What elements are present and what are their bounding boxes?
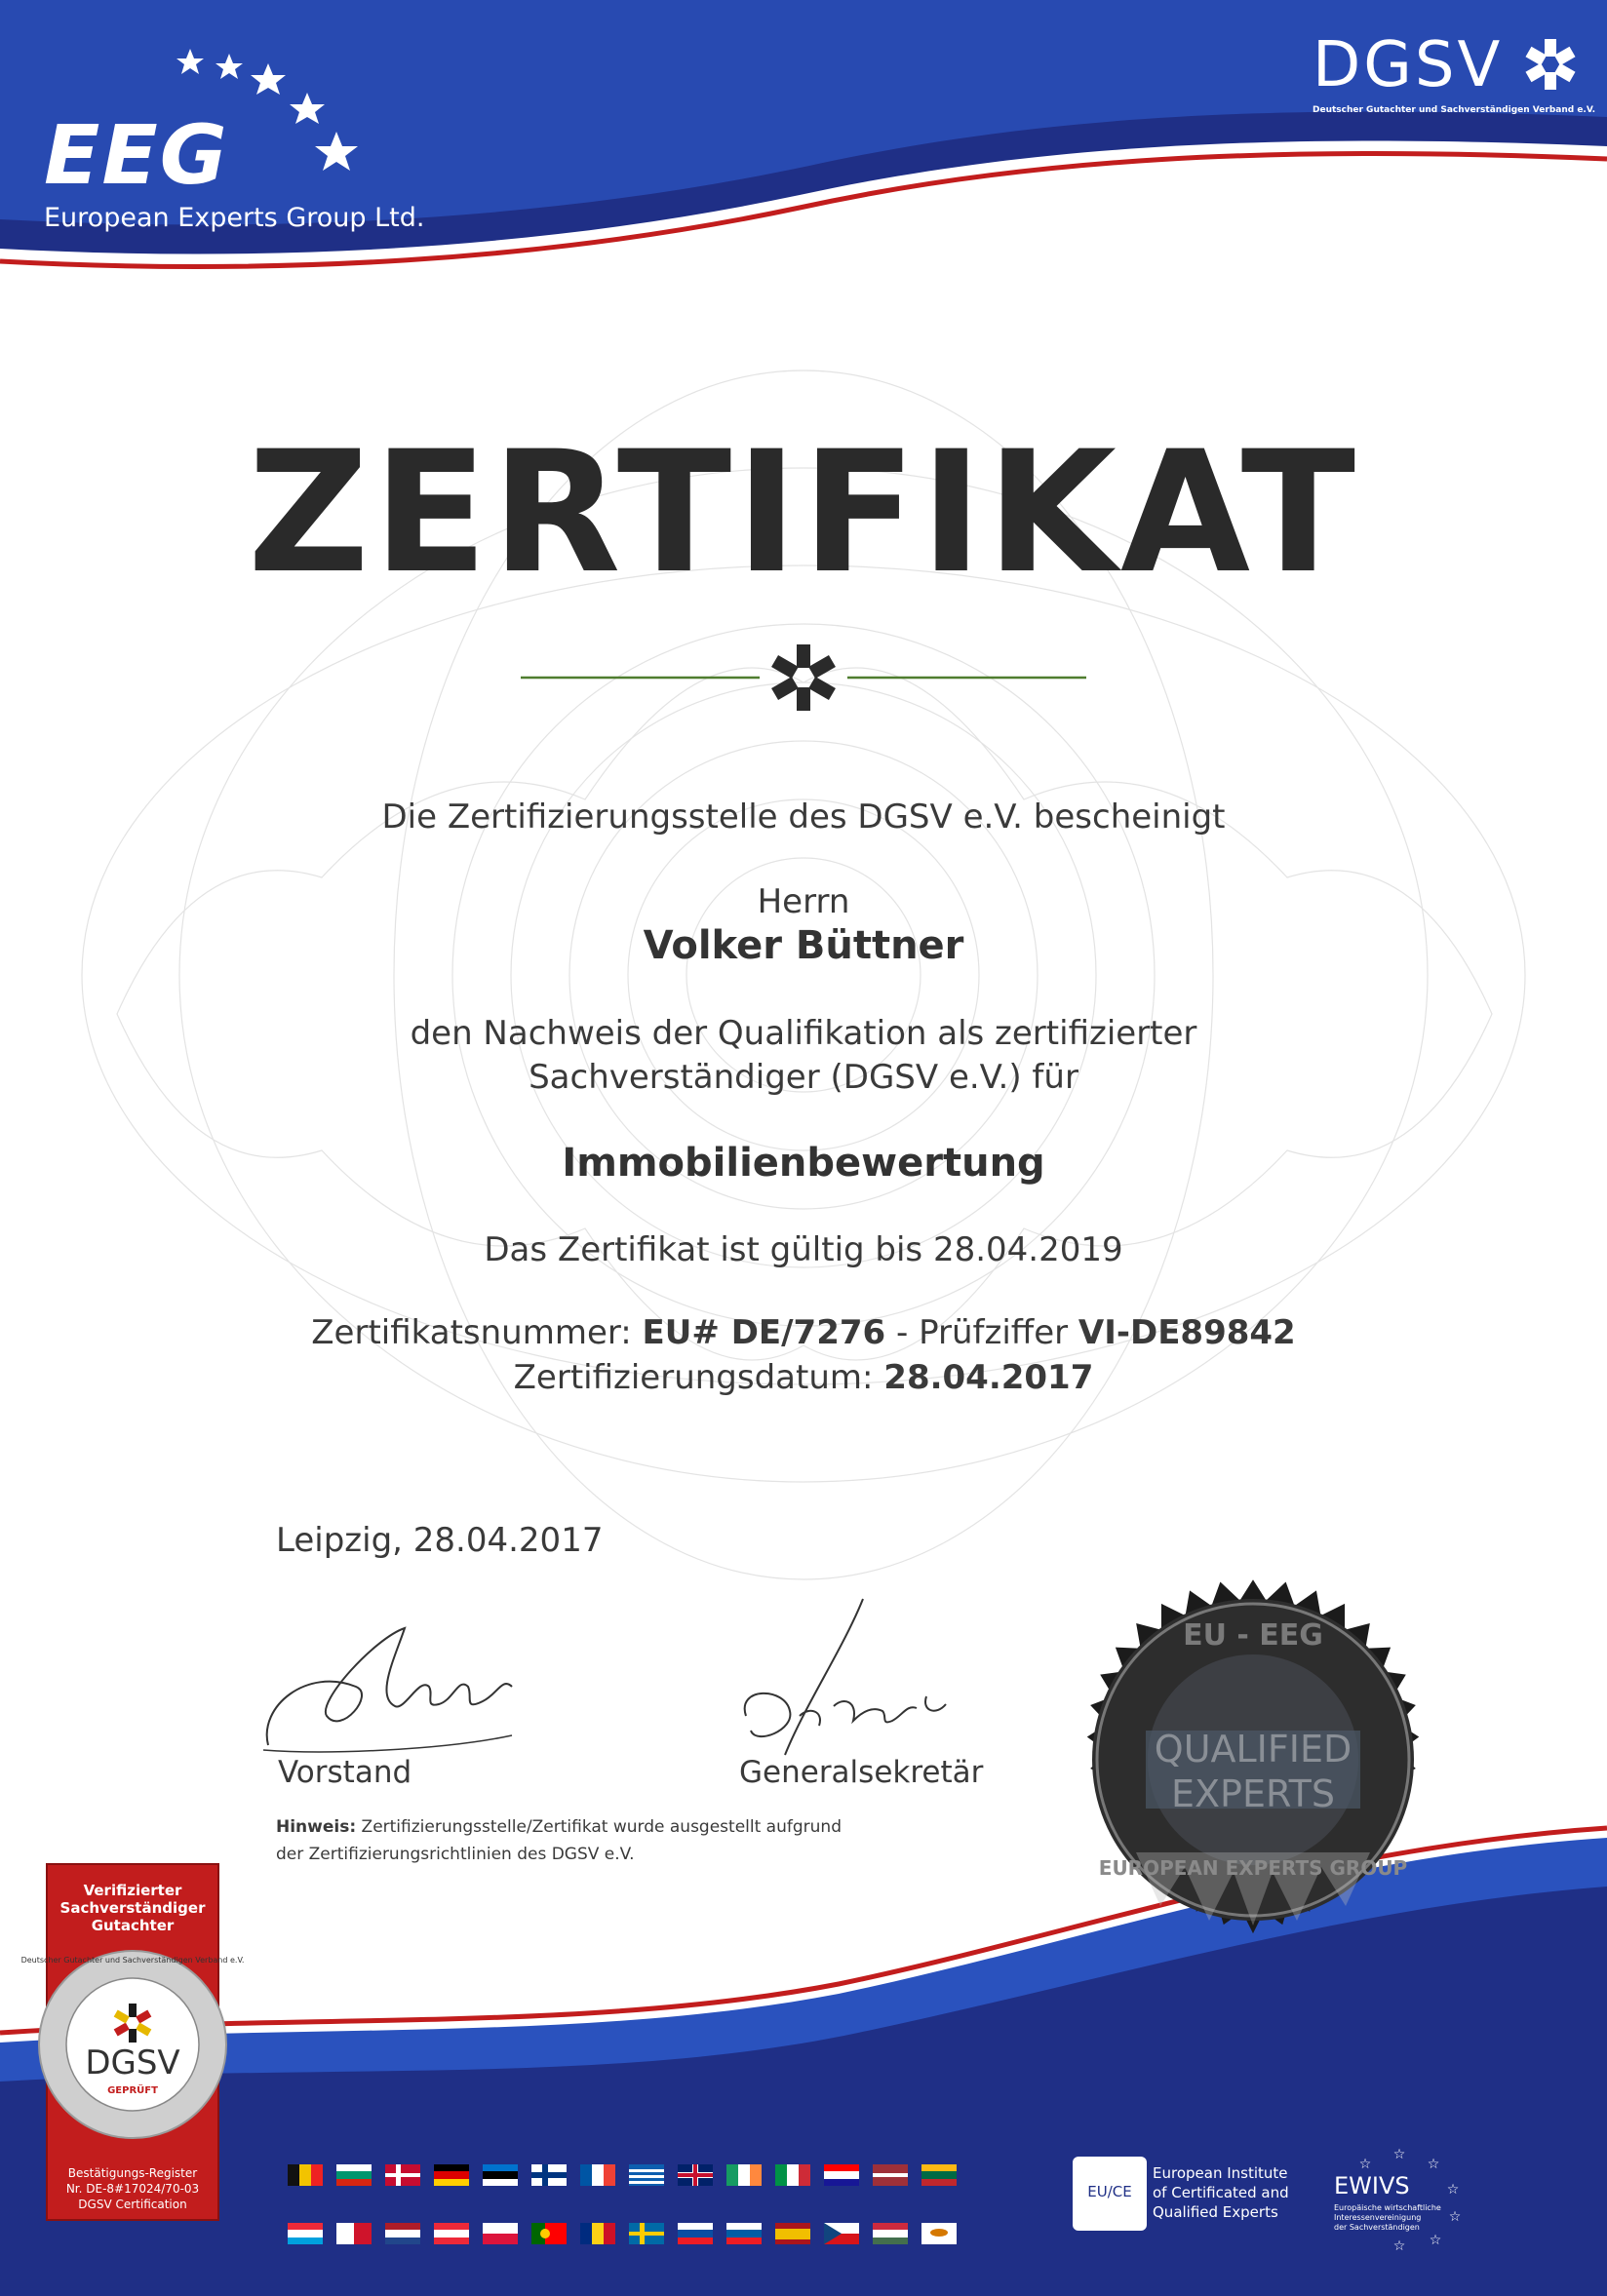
svg-text:☆: ☆ [1358, 2157, 1372, 2172]
eurce-line-1: European Institute [1153, 2164, 1288, 2182]
signature-left-label: Vorstand [278, 1755, 412, 1790]
qualification-line-2: Sachverständiger (DGSV e.V.) für [529, 1058, 1078, 1097]
svg-text:☆: ☆ [1392, 2147, 1406, 2162]
certification-date-line [0, 1358, 1607, 1397]
verification-badge [20, 1864, 245, 2220]
seal-center-line-2: EXPERTS [1171, 1772, 1335, 1815]
dgsv-logo [1307, 29, 1596, 127]
badge-mark: DGSV [85, 2043, 180, 2082]
validity-text: Das Zertifikat ist gültig bis 28.04.2019 [484, 1230, 1123, 1269]
ewivs-logo [1326, 2145, 1472, 2252]
certificate-title: ZERTIFIKAT [247, 414, 1360, 610]
badge-checked: GEPRÜFT [107, 2085, 158, 2096]
badge-register-1: Bestätigungs-Register [67, 2166, 198, 2180]
eurce-line-2: of Certificated and [1153, 2184, 1289, 2201]
eurce-mark-box [1073, 2157, 1147, 2231]
badge-medallion [20, 1947, 245, 2142]
certificate-number-line [0, 1313, 1607, 1352]
seal-center-line-1: QUALIFIED [1154, 1728, 1352, 1771]
note-label: Hinweis: [276, 1817, 357, 1837]
svg-text:☆: ☆ [1429, 2233, 1442, 2248]
recipient-name: Volker Büttner [643, 923, 964, 968]
qualification-field: Immobilienbewertung [562, 1141, 1045, 1186]
ewivs-line-1: Europäische wirtschaftliche [1334, 2203, 1441, 2212]
certification-date: 28.04.2017 [883, 1358, 1094, 1397]
salutation: Herrn [757, 882, 850, 921]
qualification-line-1: den Nachweis der Qualifikation als zertifizierter [410, 1014, 1197, 1053]
svg-text:☆: ☆ [1448, 2209, 1462, 2225]
seal-arc-top: EU - EEG [1183, 1618, 1323, 1653]
eurce-logo [1073, 2157, 1297, 2231]
certificate-number: EU# DE/7276 [642, 1313, 886, 1352]
title-divider [511, 634, 1096, 721]
dgsv-emblem-icon [1521, 35, 1580, 94]
eeg-logo-subtitle: European Experts Group Ltd. [44, 203, 425, 233]
flags-row-2 [288, 2223, 957, 2244]
signature-right-label: Generalsekretär [739, 1755, 984, 1790]
badge-register-3: DGSV Certification [78, 2198, 187, 2211]
note-line-2: der Zertifizierungsrichtlinien des DGSV e.V. [276, 1845, 635, 1864]
eu-flags [288, 2155, 1009, 2272]
ewivs-line-3: der Sachverständigen [1334, 2223, 1420, 2232]
svg-text:☆: ☆ [1446, 2182, 1460, 2198]
signature-left [249, 1618, 541, 1765]
eurce-mark: EU/CE [1087, 2183, 1132, 2200]
certification-date-label: Zertifizierungsdatum: [513, 1358, 884, 1397]
dgsv-logo-mark: DGSV [1313, 29, 1504, 101]
badge-heading-3: Gutachter [91, 1917, 175, 1934]
note-line-1: Zertifizierungsstelle/Zertifikat wurde ausgestellt aufgrund [356, 1817, 842, 1837]
dgsv-logo-subtitle: Deutscher Gutachter und Sachverständigen Verband e.V. [1313, 105, 1596, 115]
check-digit: VI-DE89842 [1078, 1313, 1296, 1352]
badge-heading-1: Verifizierter [83, 1882, 182, 1899]
svg-text:☆: ☆ [1392, 2238, 1406, 2254]
ewivs-mark: EWIVS [1334, 2172, 1410, 2199]
check-digit-label: - Prüfziffer [885, 1313, 1078, 1352]
eurce-line-3: Qualified Experts [1153, 2203, 1278, 2221]
ewivs-line-2: Interessenvereinigung [1334, 2213, 1422, 2222]
svg-text:☆: ☆ [1427, 2157, 1440, 2172]
seal-arc-bottom: EUROPEAN EXPERTS GROUP [1098, 1856, 1408, 1880]
dgsv-emblem-icon [771, 644, 836, 711]
badge-ring-text: Deutscher Gutachter und Sachverständigen Verband e.V. [20, 1956, 245, 1965]
flags-row-1 [288, 2164, 957, 2186]
place-date: Leipzig, 28.04.2017 [276, 1521, 604, 1560]
eeg-logo [44, 39, 453, 244]
certificate-number-label: Zertifikatsnummer: [311, 1313, 643, 1352]
eeg-logo-mark: EEG [44, 107, 229, 203]
badge-heading-2: Sachverständiger [59, 1899, 206, 1917]
intro-text: Die Zertifizierungsstelle des DGSV e.V. bescheinigt [381, 798, 1226, 837]
quality-seal [1048, 1555, 1458, 1965]
badge-register-2: Nr. DE-8#17024/70-03 [65, 2182, 200, 2196]
